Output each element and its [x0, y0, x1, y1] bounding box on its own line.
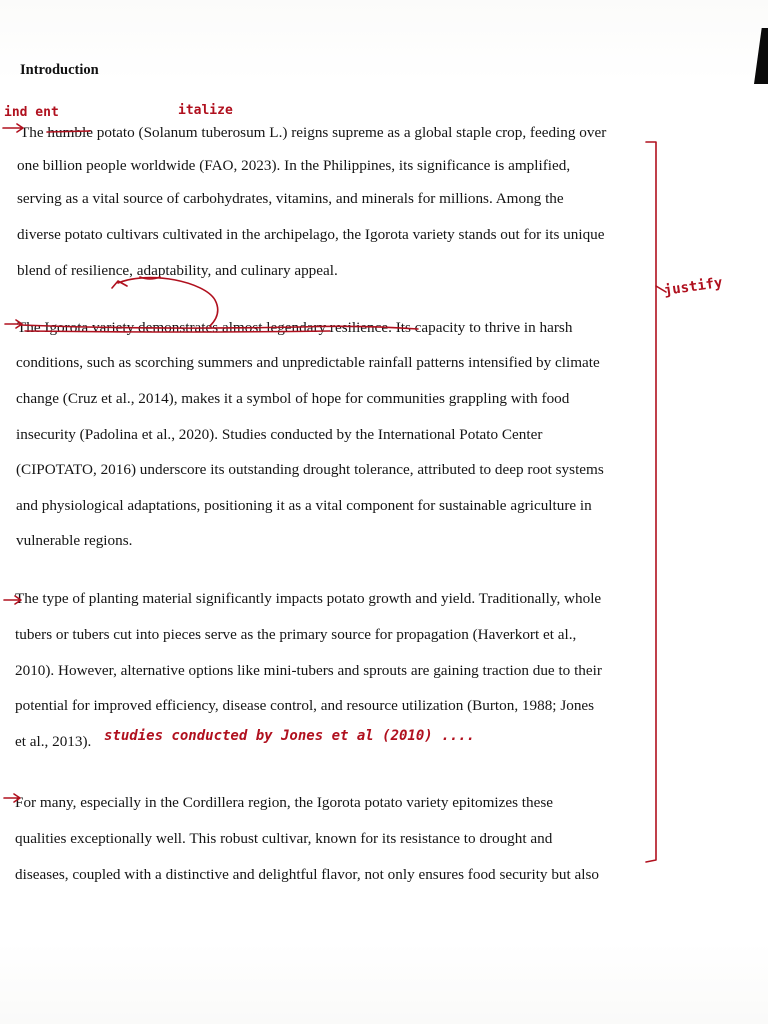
- text-line: qualities exceptionally well. This robust cultivar, known for its resistance to drought and: [15, 830, 553, 847]
- annotation-italize: italize: [178, 103, 233, 118]
- text-line: diverse potato cultivars cultivated in the archipelago, the Igorota variety stands out for its unique: [17, 226, 605, 243]
- text-line: The type of planting material significantly impacts potato growth and yield. Traditionally, whole: [15, 590, 602, 607]
- move-arrow-icon: [112, 281, 127, 288]
- text-line: 2010). However, alternative options like mini-tubers and sprouts are gaining traction due to their: [15, 662, 602, 679]
- annotation-indent: ind ent: [4, 105, 59, 120]
- page-corner-mark: [754, 28, 768, 84]
- justify-bracket: [646, 142, 656, 862]
- text-line: vulnerable regions.: [16, 532, 133, 549]
- text-line: For many, especially in the Cordillera region, the Igorota potato variety epitomizes these: [15, 794, 554, 811]
- text-line: one billion people worldwide (FAO, 2023). In the Philippines, its significance is amplified,: [17, 157, 571, 174]
- text-line: serving as a vital source of carbohydrates, vitamins, and minerals for millions. Among the: [17, 190, 564, 207]
- text-line: The Igorota variety demonstrates almost legendary resilience. Its capacity to thrive in harsh: [17, 319, 573, 336]
- text-line: and physiological adaptations, positioning it as a vital component for sustainable agriculture in: [16, 497, 592, 514]
- text-line: conditions, such as scorching summers and unpredictable rainfall patterns intensified by climate: [16, 354, 600, 371]
- text-line: change (Cruz et al., 2014), makes it a symbol of hope for communities grappling with food: [16, 390, 570, 407]
- text-line: diseases, coupled with a distinctive and delightful flavor, not only ensures food security but also: [15, 866, 599, 883]
- annotation-justify: justify: [662, 274, 724, 299]
- text-line: et al., 2013).: [15, 733, 92, 750]
- text-line: insecurity (Padolina et al., 2020). Studies conducted by the International Potato Center: [16, 426, 543, 443]
- text-line: (CIPOTATO, 2016) underscore its outstanding drought tolerance, attributed to deep root systems: [16, 461, 604, 478]
- text-line: The humble potato (Solanum tuberosum L.) reigns supreme as a global staple crop, feeding over: [20, 124, 607, 141]
- annotation-suggestion: studies conducted by Jones et al (2010) ....: [104, 728, 475, 744]
- text-line: tubers or tubers cut into pieces serve as the primary source for propagation (Haverkort et al.,: [15, 626, 577, 643]
- text-line: potential for improved efficiency, disease control, and resource utilization (Burton, 1988; Jones: [15, 697, 595, 714]
- section-heading: Introduction: [20, 62, 99, 78]
- text-line: blend of resilience, adaptability, and culinary appeal.: [17, 262, 338, 279]
